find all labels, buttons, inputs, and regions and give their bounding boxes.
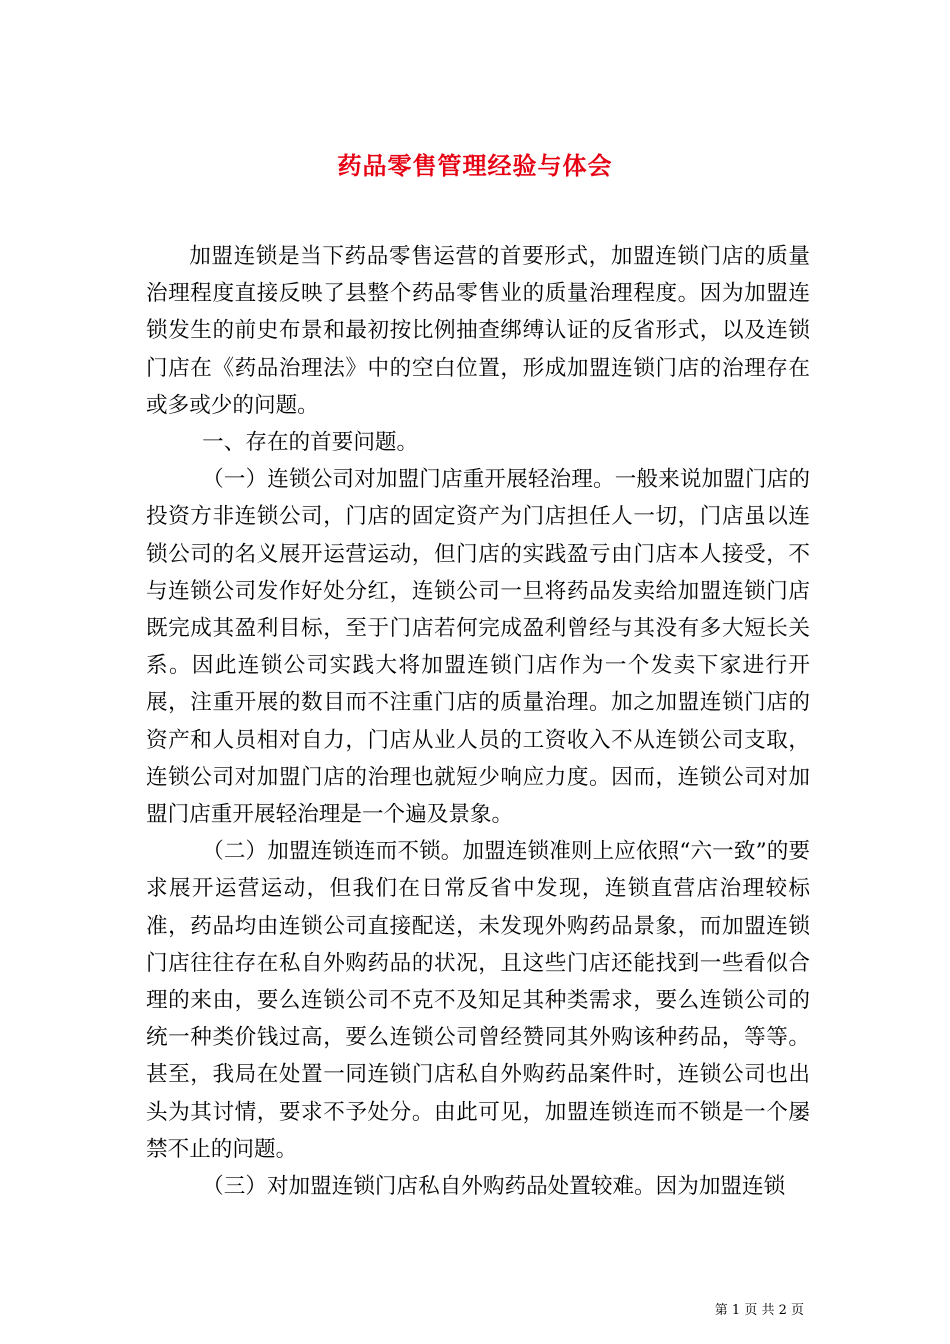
document-body xyxy=(146,238,810,1205)
paragraph-item-2: （二）加盟连锁连而不锁。加盟连锁准则上应依照“六一致”的要求展开运营运动，但我们在日常反省中发现，连锁直营店治理较标准，药品均由连锁公司直接配送，未发现外购药品景象，而加盟连锁门店往往存在私自外购药品的状况，且这些门店还能找到一些看似合理的来由，要么连锁公司不克不及知足其种类需求，要么连锁公司的统一种类价钱过高，要么连锁公司曾经赞同其外购该种药品，等等。甚至，我局在处置一同连锁门店私自外购药品案件时，连锁公司也出头为其讨情，要求不予处分。由此可见，加盟连锁连而不锁是一个屡禁不止的问题。 xyxy=(146,839,810,1162)
document-title: 药品零售管理经验与体会 xyxy=(337,151,613,181)
paragraph-item-3: （三）对加盟连锁门店私自外购药品处置较难。因为加盟连锁 xyxy=(202,1174,786,1200)
section-heading-1: 一、存在的首要问题。 xyxy=(202,430,419,456)
paragraph-intro: 加盟连锁是当下药品零售运营的首要形式，加盟连锁门店的质量治理程度直接反映了县整个药品零售业的质量治理程度。因为加盟连锁发生的前史布景和最初按比例抽查绑缚认证的反省形式，以及连锁门店在《药品治理法》中的空白位置，形成加盟连锁门店的治理存在或多或少的问题。 xyxy=(146,244,810,418)
page-number-footer: 第 1 页 共 2 页 xyxy=(714,1303,804,1318)
paragraph-item-1: （一）连锁公司对加盟门店重开展轻治理。一般来说加盟门店的投资方非连锁公司，门店的固定资产为门店担任人一切，门店虽以连锁公司的名义展开运营运动，但门店的实践盈亏由门店本人接受，不与连锁公司发作好处分红，连锁公司一旦将药品发卖给加盟连锁门店既完成其盈利目标，至于门店若何完成盈利曾经与其没有多大短长关系。因此连锁公司实践大将加盟连锁门店作为一个发卖下家进行开展，注重开展的数目而不注重门店的质量治理。加之加盟连锁门店的资产和人员相对自力，门店从业人员的工资收入不从连锁公司支取，连锁公司对加盟门店的治理也就短少响应力度。因而，连锁公司对加盟门店重开展轻治理是一个遍及景象。 xyxy=(146,467,810,828)
